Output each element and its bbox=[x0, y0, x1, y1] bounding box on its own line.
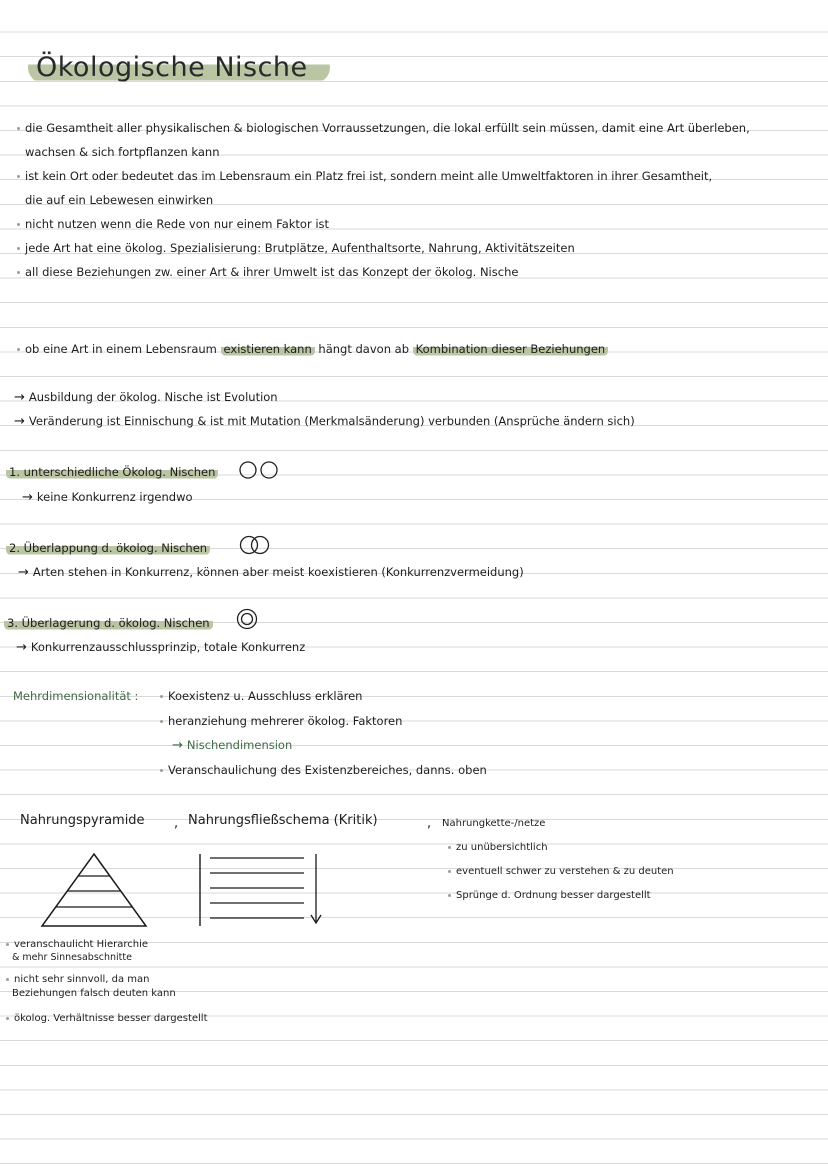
chain-label bbox=[442, 818, 545, 830]
definition-text-6: jede Art hat eine ökolog. Spezialisierung: Brutplätze, Aufenthaltsorte, Nahrung, Aktivitätszeiten bbox=[25, 241, 575, 255]
existence-text-2: hängt davon ab bbox=[318, 342, 409, 356]
arrow-right-icon: → bbox=[18, 565, 29, 580]
highlight-existieren: existieren kann bbox=[221, 342, 315, 356]
chain-label-text: Nahrungkette-/netze bbox=[442, 818, 546, 829]
definition-text-4: die auf ein Lebewesen einwirken bbox=[25, 193, 214, 207]
bullet-icon bbox=[448, 870, 451, 873]
case-1-detail-text: keine Konkurrenz irgendwo bbox=[36, 490, 193, 504]
bullet-icon bbox=[17, 348, 20, 351]
nested-circles-icon bbox=[232, 608, 262, 630]
bullet-icon bbox=[160, 695, 163, 698]
pyramid-note-1 bbox=[6, 939, 148, 951]
bullet-icon bbox=[17, 247, 20, 250]
case-3-detail-text: Konkurrenzausschlussprinzip, totale Konkurrenz bbox=[30, 640, 306, 654]
bullet-icon bbox=[6, 978, 9, 981]
chain-note-3 bbox=[448, 890, 651, 902]
definition-text-3: ist kein Ort oder bedeutet das im Lebensraum ein Platz frei ist, sondern meint alle Umweltfaktoren in ihrer Gesamtheit, bbox=[25, 169, 713, 183]
highlight-kombination: Kombination dieser Beziehungen bbox=[413, 342, 609, 356]
case-2-heading bbox=[6, 541, 210, 555]
page-title-text: Ökologische Nische bbox=[36, 52, 308, 83]
mehrdim-item-3 bbox=[172, 738, 292, 753]
definition-line-6 bbox=[17, 241, 575, 255]
pyramid-label-text: Nahrungspyramide bbox=[20, 813, 145, 828]
chain-note-2 bbox=[448, 866, 674, 878]
separator-1 bbox=[174, 816, 178, 831]
pyramid-note-3 bbox=[6, 974, 150, 986]
mehrdimensionalitaet-label bbox=[13, 689, 138, 703]
case-1-detail bbox=[22, 490, 193, 505]
separator-1-text: , bbox=[174, 816, 179, 831]
mehrdim-item-1-text: Koexistenz u. Ausschluss erklären bbox=[168, 689, 363, 703]
chain-note-1-text: zu unübersichtlich bbox=[456, 842, 548, 853]
flow-label-text: Nahrungsfließschema (Kritik) bbox=[188, 813, 378, 828]
separate-circles-icon bbox=[238, 460, 282, 480]
definition-line-7 bbox=[17, 265, 518, 279]
evolution-text-2: Veränderung ist Einnischung & ist mit Mutation (Merkmalsänderung) verbunden (Ansprüche ändern sich) bbox=[28, 414, 635, 428]
pyramid-note-4 bbox=[12, 988, 176, 1000]
case-3-detail bbox=[16, 640, 305, 655]
mehrdim-item-1 bbox=[160, 689, 362, 703]
bullet-icon bbox=[17, 175, 20, 178]
existence-line bbox=[17, 342, 608, 356]
flow-label bbox=[188, 813, 378, 828]
arrow-right-icon: → bbox=[16, 640, 27, 655]
case-3-heading-text: 3. Überlagerung d. ökolog. Nischen bbox=[4, 616, 213, 630]
mehrdim-item-4 bbox=[160, 763, 487, 777]
food-flow-scheme-drawing bbox=[198, 852, 326, 928]
page-title bbox=[28, 52, 330, 83]
bullet-icon bbox=[17, 271, 20, 274]
food-pyramid-drawing bbox=[40, 852, 150, 928]
pyramid-note-3-text: nicht sehr sinnvoll, da man bbox=[14, 974, 150, 985]
definition-text-7: all diese Beziehungen zw. einer Art & ihrer Umwelt ist das Konzept der ökolog. Nische bbox=[25, 265, 519, 279]
definition-line-2 bbox=[25, 145, 220, 159]
chain-note-2-text: eventuell schwer zu verstehen & zu deuten bbox=[456, 866, 674, 877]
existence-text-1: ob eine Art in einem Lebensraum bbox=[25, 342, 217, 356]
bullet-icon bbox=[6, 943, 9, 946]
mehrdim-item-2-text: heranziehung mehrerer ökolog. Faktoren bbox=[168, 714, 403, 728]
case-2-detail bbox=[18, 565, 524, 580]
definition-text-5: nicht nutzen wenn die Rede von nur einem Faktor ist bbox=[25, 217, 330, 231]
definition-line-4 bbox=[25, 193, 213, 207]
chain-note-3-text: Sprünge d. Ordnung besser dargestellt bbox=[456, 890, 651, 901]
separator-2-text: , bbox=[427, 816, 432, 831]
overlapping-circles-icon bbox=[236, 535, 276, 555]
definition-line-3 bbox=[17, 169, 712, 183]
definition-line-1 bbox=[17, 121, 750, 135]
bullet-icon bbox=[17, 127, 20, 130]
evolution-line-1 bbox=[14, 390, 278, 405]
pyramid-note-2-text: & mehr Sinnesabschnitte bbox=[12, 952, 132, 963]
bullet-icon bbox=[160, 720, 163, 723]
pyramid-note-1-text: veranschaulicht Hierarchie bbox=[14, 939, 148, 950]
case-2-heading-text: 2. Überlappung d. ökolog. Nischen bbox=[6, 541, 210, 555]
pyramid-note-5 bbox=[6, 1013, 208, 1025]
arrow-right-icon: → bbox=[14, 390, 25, 405]
definition-text-2: wachsen & sich fortpflanzen kann bbox=[25, 145, 220, 159]
arrow-right-icon: → bbox=[22, 490, 33, 505]
case-1-heading-text: 1. unterschiedliche Ökolog. Nischen bbox=[6, 465, 218, 479]
pyramid-note-2 bbox=[12, 952, 132, 964]
bullet-icon bbox=[448, 846, 451, 849]
pyramid-note-4-text: Beziehungen falsch deuten kann bbox=[12, 988, 176, 999]
bullet-icon bbox=[17, 223, 20, 226]
pyramid-note-5-text: ökolog. Verhältnisse besser dargestellt bbox=[14, 1013, 208, 1024]
bullet-icon bbox=[160, 769, 163, 772]
evolution-text-1: Ausbildung der ökolog. Nische ist Evolution bbox=[28, 390, 278, 404]
case-3-heading bbox=[4, 616, 213, 630]
mehrdim-item-3-text: Nischendimension bbox=[186, 738, 293, 752]
chain-note-1 bbox=[448, 842, 548, 854]
mehrdim-item-2 bbox=[160, 714, 402, 728]
definition-text-1: die Gesamtheit aller physikalischen & biologischen Vorraussetzungen, die lokal erfüllt sein müssen, damit eine Art überleben, bbox=[25, 121, 750, 135]
mehrdim-item-4-text: Veranschaulichung des Existenzbereiches, danns. oben bbox=[168, 763, 487, 777]
separator-2 bbox=[427, 816, 431, 831]
bullet-icon bbox=[448, 894, 451, 897]
case-1-heading bbox=[6, 465, 218, 479]
mehrdimensionalitaet-label-text: Mehrdimensionalität : bbox=[13, 689, 139, 703]
arrow-right-icon: → bbox=[172, 738, 183, 753]
pyramid-label bbox=[20, 813, 145, 828]
evolution-line-2 bbox=[14, 414, 635, 429]
case-2-detail-text: Arten stehen in Konkurrenz, können aber meist koexistieren (Konkurrenzvermeidung) bbox=[32, 565, 524, 579]
bullet-icon bbox=[6, 1017, 9, 1020]
arrow-right-icon: → bbox=[14, 414, 25, 429]
definition-line-5 bbox=[17, 217, 329, 231]
